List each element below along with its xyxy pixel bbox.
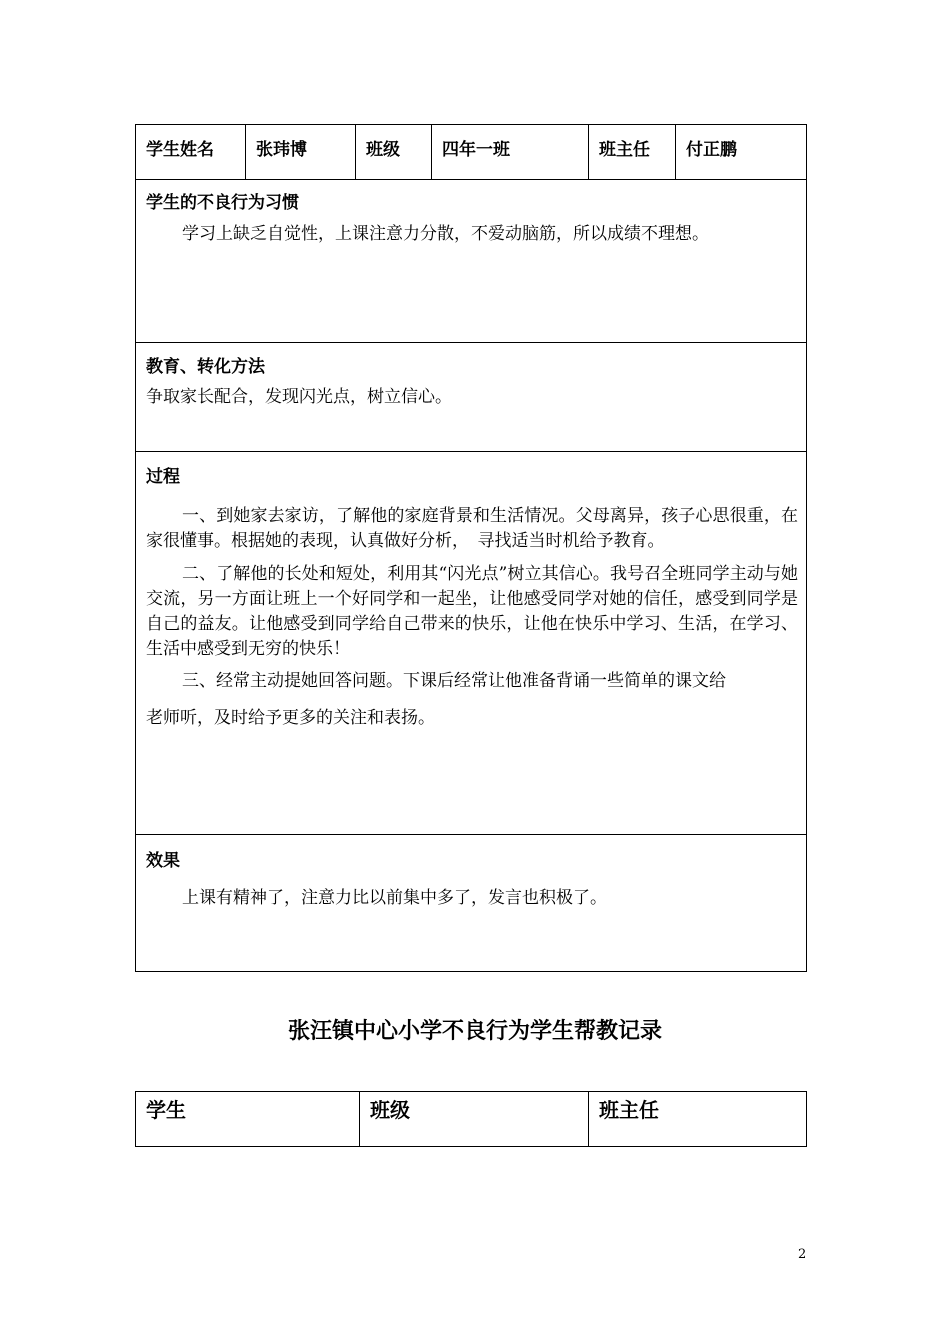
teacher-label-cell: 班主任: [589, 125, 676, 180]
process-paragraph-3a: 三、经常主动提她回答问题。下课后经常让他准备背诵一些简单的课文给: [182, 671, 726, 691]
process-paragraph-1: 一、到她家去家访，了解他的家庭背景和生活情况。父母离异，孩子心思很重，在家很懂事。根据她的表现，认真做好分析， 寻找适当时机给予教育。: [146, 506, 798, 551]
process-title: 过程: [146, 467, 180, 487]
class-label-cell-2: 班级: [360, 1092, 589, 1147]
name-label-cell: 学生姓名: [136, 125, 246, 180]
student-record-table-2: [135, 1091, 807, 1147]
effect-section: [136, 835, 806, 971]
method-text: 争取家长配合，发现闪光点，树立信心。: [146, 387, 452, 407]
teacher-value-cell: 付正鹏: [676, 125, 807, 180]
effect-row: [136, 835, 807, 972]
bad-habits-row: [136, 180, 807, 343]
bad-habits-title: 学生的不良行为习惯: [146, 193, 299, 213]
class-value-cell: 四年一班: [432, 125, 589, 180]
bad-habits-section: [136, 180, 806, 342]
effect-text: 上课有精神了，注意力比以前集中多了，发言也积极了。: [182, 888, 607, 908]
page-number: 2: [798, 1247, 807, 1262]
header-row: [136, 125, 807, 180]
page-title: 张汪镇中心小学不良行为学生帮教记录: [287, 1018, 662, 1044]
teacher-label-cell-2: 班主任: [589, 1092, 807, 1147]
process-row: [136, 452, 807, 835]
effect-title: 效果: [146, 851, 180, 871]
method-section: [136, 343, 806, 451]
method-row: [136, 343, 807, 452]
name-value-cell: 张玮博: [246, 125, 356, 180]
class-label-cell: 班级: [356, 125, 432, 180]
student-record-table: [135, 124, 807, 972]
process-section: [136, 452, 806, 834]
bad-habits-text: 学习上缺乏自觉性，上课注意力分散，不爱动脑筋，所以成绩不理想。: [182, 224, 709, 244]
header-row-2: [136, 1092, 807, 1147]
process-paragraph-3b: 老师听，及时给予更多的关注和表扬。: [146, 708, 435, 728]
process-paragraph-2: 二、了解他的长处和短处，利用其“闪光点”树立其信心。我号召全班同学主动与她交流，另一方面让班上一个好同学和一起坐，让他感受同学对她的信任，感受到同学是自己的益友。让他感受到同学给自己带来的快乐，让他在快乐中学习、生活，在学习、生活中感受到无穷的快乐！: [146, 564, 798, 659]
method-title: 教育、转化方法: [146, 357, 265, 377]
student-label-cell: 学生: [136, 1092, 360, 1147]
